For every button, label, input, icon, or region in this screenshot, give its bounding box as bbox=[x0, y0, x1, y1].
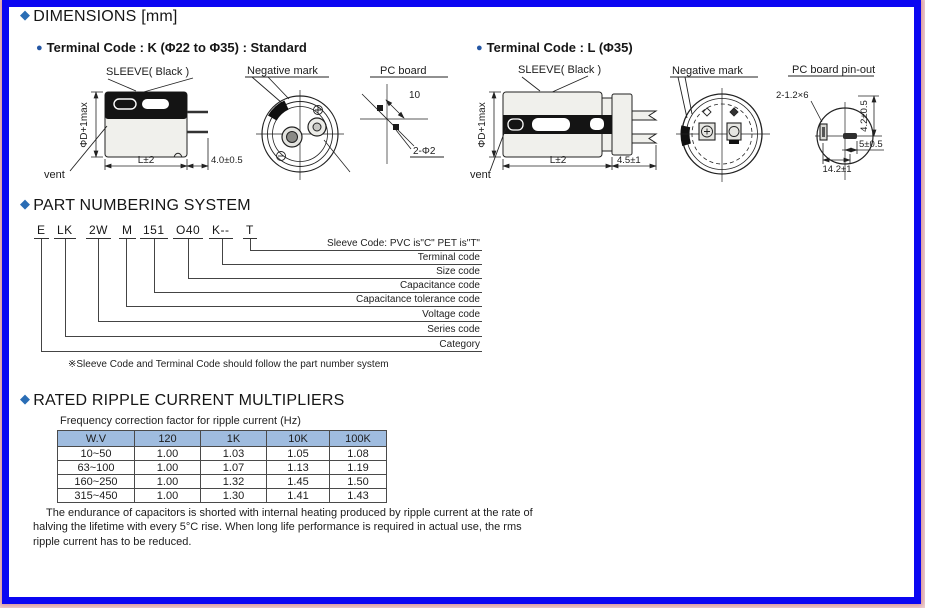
sleeve-label: SLEEVE( Black ) bbox=[518, 64, 602, 76]
lead-length-label: 4.5±1 bbox=[617, 155, 641, 166]
part-numbering-note: ※Sleeve Code and Terminal Code should follow the part number system bbox=[68, 359, 389, 370]
negative-mark-label: Negative mark bbox=[247, 65, 318, 77]
cell: 1.45 bbox=[267, 475, 330, 489]
pin-pitch-label: 14.2±1 bbox=[822, 164, 852, 175]
part-segment-terminal: K-- bbox=[209, 223, 233, 239]
part-numbering-heading bbox=[20, 196, 251, 215]
cell: 1.03 bbox=[201, 447, 267, 461]
cell: 63~100 bbox=[58, 461, 135, 475]
cell: 1.00 bbox=[135, 475, 201, 489]
code-label-tolerance: Capacitance tolerance code bbox=[126, 294, 482, 307]
cell: 1.00 bbox=[135, 461, 201, 475]
terminal-k-title: Terminal Code : K (Φ22 to Φ35) : Standard bbox=[46, 40, 307, 55]
diamond-bullet-icon: ◆ bbox=[20, 391, 31, 406]
code-label-voltage: Voltage code bbox=[98, 309, 482, 322]
capacitor-side-view bbox=[470, 64, 656, 181]
code-label-category: Category bbox=[41, 339, 482, 352]
part-segment-size: O40 bbox=[173, 223, 203, 239]
col-header-1k: 1K bbox=[201, 431, 267, 447]
ripple-table-caption: Frequency correction factor for ripple current (Hz) bbox=[60, 415, 301, 427]
terminal-l-drawing bbox=[470, 58, 910, 192]
circle-bullet-icon: ● bbox=[36, 42, 43, 54]
cell: 1.00 bbox=[135, 489, 201, 503]
col-header-120: 120 bbox=[135, 431, 201, 447]
terminal-l-title: Terminal Code : L (Φ35) bbox=[486, 40, 633, 55]
part-segment-sleeve: T bbox=[243, 223, 257, 239]
col-header-wv: W.V bbox=[58, 431, 135, 447]
dimensions-heading bbox=[20, 7, 178, 26]
cell: 1.13 bbox=[267, 461, 330, 475]
negative-mark-top-view bbox=[670, 65, 770, 182]
circle-bullet-icon: ● bbox=[476, 42, 483, 54]
part-numbering-heading-text: PART NUMBERING SYSTEM bbox=[33, 197, 251, 214]
code-label-sleeve: Sleeve Code: PVC is"C" PET is"T" bbox=[250, 238, 482, 251]
connector-line bbox=[41, 239, 42, 352]
cell: 1.41 bbox=[267, 489, 330, 503]
terminal-l-subheading bbox=[476, 40, 633, 55]
cell: 1.00 bbox=[135, 447, 201, 461]
code-label-size: Size code bbox=[188, 266, 482, 279]
part-number-diagram bbox=[30, 223, 490, 383]
diameter-label: ΦD+1max bbox=[477, 102, 488, 148]
connector-line bbox=[65, 239, 66, 337]
cell: 1.50 bbox=[330, 475, 387, 489]
cell: 1.07 bbox=[201, 461, 267, 475]
code-label-capacitance: Capacitance code bbox=[154, 280, 482, 293]
part-segment-capacitance: 151 bbox=[140, 223, 168, 239]
cell: 1.32 bbox=[201, 475, 267, 489]
hole-pitch-label: 10 bbox=[409, 90, 421, 101]
diameter-label: ΦD+1max bbox=[79, 102, 90, 148]
length-label: L±2 bbox=[137, 155, 155, 166]
page-frame bbox=[2, 0, 921, 604]
vent-label: vent bbox=[44, 169, 65, 181]
ripple-heading-text: RATED RIPPLE CURRENT MULTIPLIERS bbox=[33, 392, 345, 409]
pin-height-label: 4.2±0.5 bbox=[859, 100, 870, 132]
ripple-footnote: The endurance of capacitors is shorted with internal heating produced by ripple current at the rate of halving the lifetime with every 5°C rise. When long life performance is required in actual use, the rms ripple current has to be reduced. bbox=[33, 507, 533, 548]
capacitor-side-view bbox=[44, 66, 243, 181]
part-segment-tolerance: M bbox=[119, 223, 136, 239]
hole-size-label: 2-Φ2 bbox=[413, 146, 436, 157]
cell: 1.05 bbox=[267, 447, 330, 461]
cell: 10~50 bbox=[58, 447, 135, 461]
cell: 1.08 bbox=[330, 447, 387, 461]
negative-mark-label: Negative mark bbox=[672, 65, 743, 77]
ripple-table bbox=[57, 430, 387, 503]
code-label-series: Series code bbox=[65, 324, 482, 337]
part-segment-category: E bbox=[34, 223, 49, 239]
pin-size-label: 2-1.2×6 bbox=[776, 90, 809, 101]
cell: 315~450 bbox=[58, 489, 135, 503]
cell: 1.43 bbox=[330, 489, 387, 503]
table-row bbox=[58, 475, 387, 489]
ripple-heading bbox=[20, 391, 345, 410]
terminal-k-drawing bbox=[30, 58, 460, 192]
table-row bbox=[58, 489, 387, 503]
pc-board-label: PC board bbox=[380, 65, 427, 77]
pc-board-pinout-view bbox=[776, 64, 884, 180]
terminal-k-subheading bbox=[36, 40, 307, 55]
diamond-bullet-icon: ◆ bbox=[20, 196, 31, 211]
cell: 160~250 bbox=[58, 475, 135, 489]
cell: 1.19 bbox=[330, 461, 387, 475]
code-label-terminal: Terminal code bbox=[222, 252, 482, 265]
pc-board-pinout-label: PC board pin-out bbox=[792, 64, 876, 76]
sleeve-label: SLEEVE( Black ) bbox=[106, 66, 190, 78]
diamond-bullet-icon: ◆ bbox=[20, 7, 31, 22]
pc-board-view bbox=[360, 65, 448, 164]
vent-label: vent bbox=[470, 169, 491, 181]
table-header-row bbox=[58, 431, 387, 447]
dimensions-heading-text: DIMENSIONS [mm] bbox=[33, 8, 178, 25]
part-segment-voltage: 2W bbox=[86, 223, 111, 239]
cell: 1.30 bbox=[201, 489, 267, 503]
table-row bbox=[58, 447, 387, 461]
pin-offset-label: 5±0.5 bbox=[859, 139, 883, 150]
col-header-10k: 10K bbox=[267, 431, 330, 447]
part-segment-series: LK bbox=[54, 223, 76, 239]
col-header-100k: 100K bbox=[330, 431, 387, 447]
negative-mark-top-view bbox=[245, 65, 350, 180]
table-row bbox=[58, 461, 387, 475]
length-label: L±2 bbox=[549, 155, 567, 166]
lead-length-label: 4.0±0.5 bbox=[211, 155, 243, 166]
